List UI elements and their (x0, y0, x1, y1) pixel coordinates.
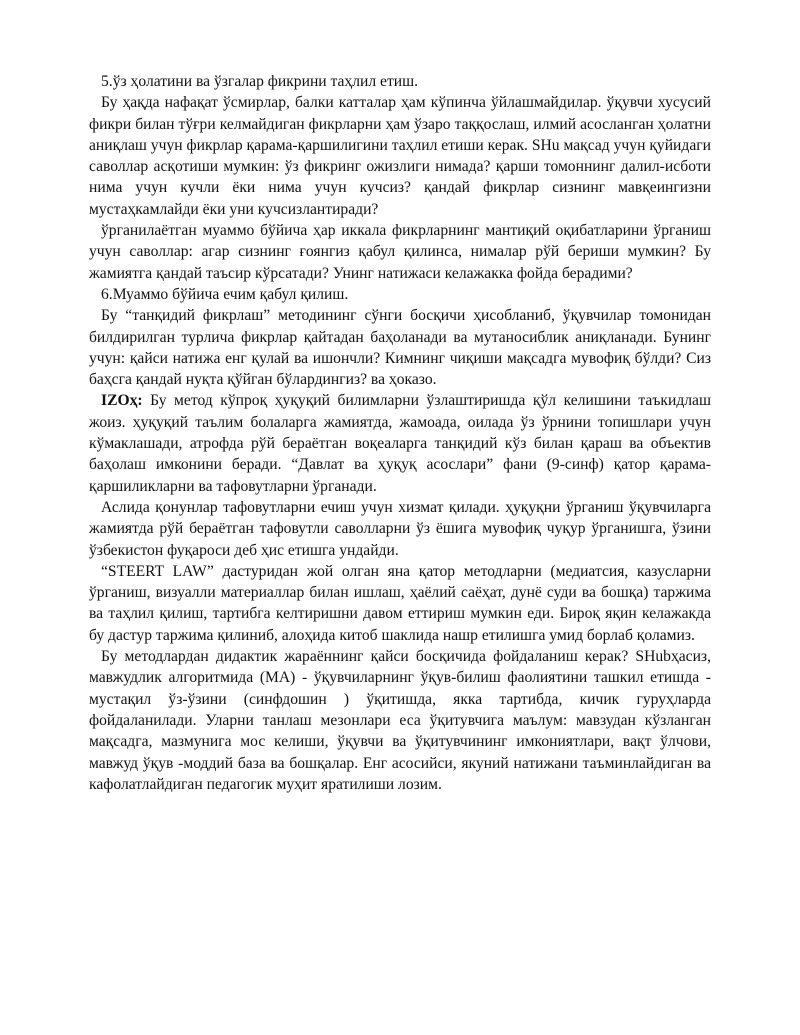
paragraph-text: Аслида қонунлар тафовутларни ечиш учун хизмат қилади. ҳуқуқни ўрганиш ўқувчиларга жамиятда рўй бераётган тафовутли саволларни ўз ёшига мувофиқ чуқур ўрганишга, ўзини ўзбекистон фуқароси деб ҳис етишга ундайди. (89, 498, 711, 559)
paragraph-text: Бу ҳақда нафақат ўсмирлар, балки катталар ҳам кўпинча ўйлашмайдилар. ўқувчи хусусий фикри билан тўғри келмайдиган фикрларни ҳам ўзаро таққослаш, илмий асосланган ҳолатни аниқлаш учун фикрлар қарама-қаршилигини таҳлил етиши керак. SHu мақсад учун қуйидаги саволлар асқотиши мумкин: ўз фикринг ожизлиги нимада? қарши томоннинг далил-исботи нима учун кучли ёки нима учун кучсиз? қандай фикрлар сизнинг мавқеингизни мустаҳкамлайди ёки уни кучсизлантиради? (89, 94, 711, 218)
paragraph-5 (89, 305, 711, 390)
paragraph-4 (89, 284, 711, 305)
paragraph-3 (89, 220, 711, 284)
paragraph-2 (89, 92, 711, 220)
paragraph-text: 6.Муаммо бўйича ечим қабул қилиш. (101, 285, 349, 303)
paragraph-text: 5.ўз ҳолатини ва ўзгалар фикрини таҳлил етиш. (101, 73, 419, 90)
paragraph-text: Бу метод кўпроқ ҳуқуқий билимларни ўзлаштиришда қўл келишини таъкидлаш жоиз. ҳуқуқий таълим болаларга жамиятда, жамоада, оилада ўз ўрнини топишлари учун кўмаклашади, атрофда рўй бераётган воқеаларга танқидий кўз билан қараш ва объектив баҳолаш имконини беради. “Давлат ва ҳуқуқ асослари” фани (9-синф) қатор қарама-қаршиликларни ва тафовутларни ўрганади. (89, 392, 711, 495)
document-body (89, 71, 711, 795)
paragraph-text: “STEERT LAW” дастуридан жой олган яна қатор методларни (медиатсия, казусларни ўрганиш, визуалли материаллар билан ишлаш, ҳаёлий саёҳат, дунё суди ва бошқа) таржима ва таҳлил қилиш, тартибга келтиришни давом еттириш мумкин еди. Бироқ яқин келажакда бу дастур таржима қилиниб, алоҳида китоб шаклида нашр етилишга умид борлаб қоламиз. (89, 562, 711, 644)
paragraph-8 (89, 561, 711, 646)
paragraph-6 (89, 390, 711, 496)
note-label: IZOҳ: (101, 392, 143, 410)
paragraph-9 (89, 646, 711, 795)
paragraph-text: Бу методлардан дидактик жараённинг қайси босқичида фойдаланиш керак? SHubҳасиз, мавжудлик алгоритмида (MA) - ўқувчиларнинг ўқув-билиш фаолиятини ташкил етишда - мустақил ўз-ўзини (синфдошин ) ўқитишда, якка тартибда, кичик гуруҳларда фойдаланилади. Уларни танлаш мезонлари еса ўқитувчига маълум: мавзудан кўзланган мақсадга, мазмунига мос келиши, ўқувчи ва ўқитувчининг имкониятлари, вақт ўлчови, мавжуд ўқув -моддий база ва бошқалар. Енг асосийси, якуний натижани таъминлайдиган ва кафолатлайдиган педагогик муҳит яратилиши лозим. (89, 648, 711, 793)
paragraph-text: ўрганилаётган муаммо бўйича ҳар иккала фикрларнинг мантиқий оқибатларини ўрганиш учун саволлар: агар сизнинг ғоянгиз қабул қилинса, нималар рўй бериши мумкин? Бу жамиятга қандай таъсир кўрсатади? Унинг натижаси келажакка фойда берадими? (89, 222, 711, 282)
paragraph-7 (89, 497, 711, 561)
paragraph-1 (89, 71, 711, 92)
paragraph-text: Бу “танқидий фикрлаш” методининг сўнги босқичи ҳисобланиб, ўқувчилар томонидан билдирилган турлича фикрлар қайтадан баҳоланади ва мутаносиблик аниқланади. Бунинг учун: қайси натижа енг қулай ва ишончли? Кимнинг чиқиши мақсадга мувофиқ бўлди? Сиз баҳсга қандай нуқта қўйган бўлардингиз? ва ҳоказо. (89, 307, 711, 389)
